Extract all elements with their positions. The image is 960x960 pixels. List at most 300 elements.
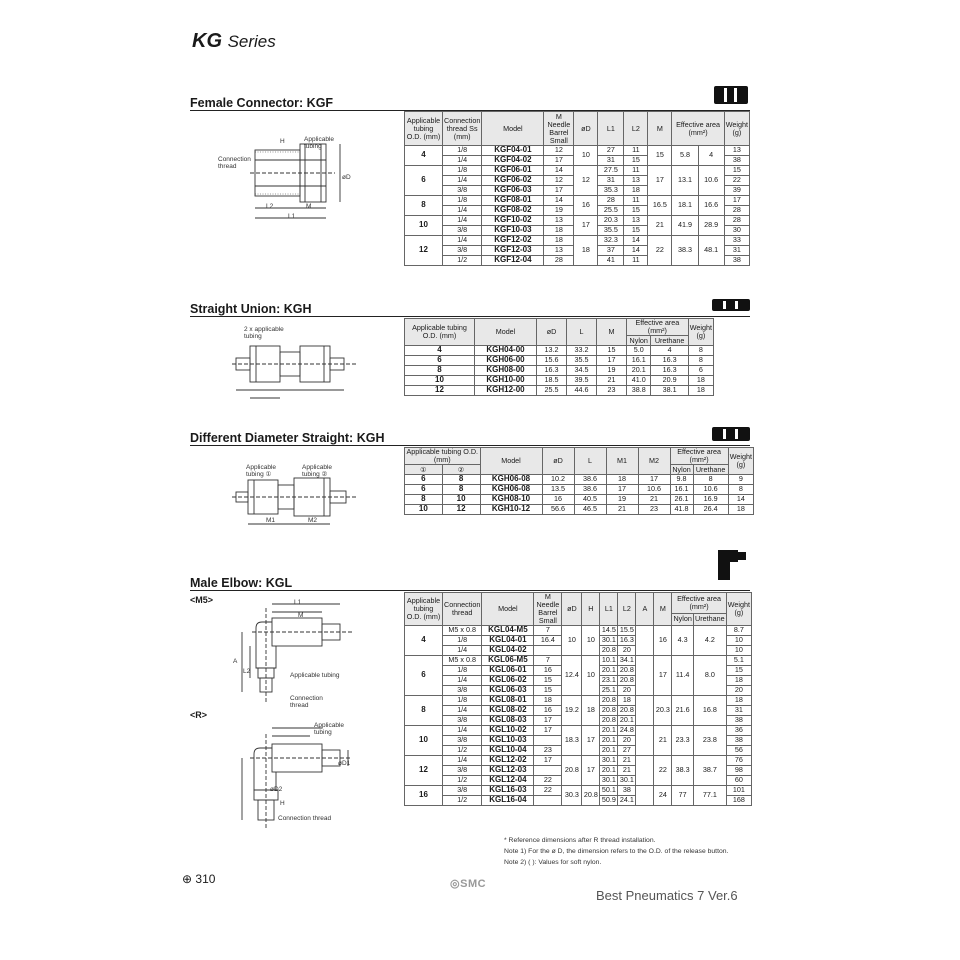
table-row bbox=[405, 386, 714, 396]
table-cell: 21.6 bbox=[672, 696, 694, 726]
model-cell: KGL04-02 bbox=[482, 646, 534, 656]
table-cell bbox=[636, 626, 654, 656]
table-cell: 11 bbox=[624, 196, 648, 206]
table-cell: 8 bbox=[405, 366, 475, 376]
model-cell: KGF06-02 bbox=[482, 176, 544, 186]
table-cell: 15 bbox=[534, 686, 562, 696]
model-cell: KGL06-03 bbox=[482, 686, 534, 696]
tubing-od-cell: 16 bbox=[405, 786, 443, 806]
model-cell: KGL10-04 bbox=[482, 746, 534, 756]
table-cell: 60 bbox=[726, 776, 751, 786]
kgl-m5-drawing bbox=[228, 598, 358, 708]
table-cell: 20.8 bbox=[619, 705, 634, 715]
model-cell: KGF12-03 bbox=[482, 246, 544, 256]
table-cell: 23.1 bbox=[601, 675, 616, 685]
table-row bbox=[405, 146, 750, 156]
col-header: Model bbox=[480, 448, 542, 475]
table-cell: 10 bbox=[405, 376, 475, 386]
col-header: L1 bbox=[598, 112, 624, 146]
model-cell: KGL08-02 bbox=[482, 706, 534, 716]
table-cell: 9 bbox=[728, 475, 753, 485]
table-cell: 50.9 bbox=[601, 795, 616, 805]
kgh-diff-label-t1: Applicable tubing ① bbox=[246, 464, 276, 478]
table-cell: 18 bbox=[544, 236, 574, 246]
col-header: M bbox=[648, 112, 672, 146]
table-cell: 16.1 bbox=[670, 485, 693, 495]
table-cell: 38.8 bbox=[627, 386, 651, 396]
table-cell: 14 bbox=[624, 236, 648, 246]
product-thumbnail bbox=[712, 299, 750, 311]
col-header: M Needle Barrel Small bbox=[544, 112, 574, 146]
model-cell: KGF08-02 bbox=[482, 206, 544, 216]
table-cell: 13 bbox=[624, 176, 648, 186]
table-cell bbox=[534, 766, 562, 776]
table-cell: 44.6 bbox=[567, 386, 597, 396]
table-row bbox=[405, 236, 750, 246]
thread-cell: 3/8 bbox=[443, 226, 482, 236]
table-row bbox=[405, 356, 714, 366]
table-cell: 10.6 bbox=[638, 485, 670, 495]
kgh-diff-label-m2: M2 bbox=[308, 517, 318, 524]
table-cell: 15.6 bbox=[537, 356, 567, 366]
col-header: øD bbox=[562, 593, 582, 626]
col-header: øD bbox=[542, 448, 574, 475]
table-cell: 10 bbox=[405, 505, 443, 515]
table-cell: 23.8 bbox=[693, 726, 726, 756]
kgh-drawing bbox=[232, 332, 362, 402]
table-cell: 77 bbox=[672, 786, 694, 806]
thread-cell: 1/2 bbox=[443, 256, 482, 266]
table-cell: 17 bbox=[724, 196, 749, 206]
kgh-diff-table-head bbox=[405, 448, 754, 475]
model-cell: KGF12-04 bbox=[482, 256, 544, 266]
col-header: Effective area (mm²) bbox=[672, 593, 726, 614]
model-cell: KGL10-03 bbox=[482, 736, 534, 746]
thread-cell: 1/2 bbox=[443, 796, 482, 806]
table-cell: 22 bbox=[534, 776, 562, 786]
section-title: Different Diameter Straight: KGH bbox=[190, 431, 385, 445]
table-cell: 9.8 bbox=[670, 475, 693, 485]
kgl-r-label-tube: Applicable tubing bbox=[314, 722, 344, 736]
table-cell: 48.1 bbox=[698, 236, 724, 266]
table-cell: 28 bbox=[598, 196, 624, 206]
table-cell: 18 bbox=[688, 386, 713, 396]
model-cell: KGF06-03 bbox=[482, 186, 544, 196]
table-cell: 10.6 bbox=[698, 166, 724, 196]
table-cell: KGH06-00 bbox=[475, 356, 537, 366]
table-cell: 16 bbox=[534, 706, 562, 716]
table-cell: 20 bbox=[618, 686, 636, 696]
thread-cell: 3/8 bbox=[443, 766, 482, 776]
table-cell: 16.9 bbox=[693, 495, 728, 505]
table-cell: 30 bbox=[724, 226, 749, 236]
col-header: L2 bbox=[624, 112, 648, 146]
table-cell: 38 bbox=[724, 256, 749, 266]
footer-text: Best Pneumatics 7 Ver.6 bbox=[596, 888, 738, 903]
table-cell: 14 bbox=[544, 196, 574, 206]
thread-cell: 1/8 bbox=[443, 696, 482, 706]
kgf-table-head bbox=[405, 112, 750, 146]
table-cell: 17 bbox=[638, 475, 670, 485]
table-cell: 10 bbox=[726, 646, 751, 656]
table-cell: 20.8 bbox=[601, 705, 616, 715]
kgf-label-tube: Applicable tubing bbox=[304, 136, 334, 150]
table-cell bbox=[534, 646, 562, 656]
table-cell: 17 bbox=[648, 166, 672, 196]
thread-cell: 1/4 bbox=[443, 176, 482, 186]
model-cell: KGL04-M5 bbox=[482, 626, 534, 636]
table-cell: 13.1 bbox=[672, 166, 698, 196]
thread-cell: 3/8 bbox=[443, 686, 482, 696]
table-cell: 6 bbox=[688, 366, 713, 376]
table-cell: 38.7 bbox=[693, 756, 726, 786]
table-cell: 16 bbox=[574, 196, 598, 216]
col-header: Effective area (mm²) bbox=[672, 112, 724, 146]
kgh-table bbox=[404, 318, 714, 396]
table-cell: 18 bbox=[688, 376, 713, 386]
col-header: L bbox=[567, 319, 597, 346]
table-cell: 27.5 bbox=[598, 166, 624, 176]
table-row bbox=[405, 505, 754, 515]
kgl-r-label: <R> bbox=[190, 710, 208, 720]
table-cell: 20 bbox=[618, 736, 636, 746]
table-cell: 8 bbox=[688, 346, 713, 356]
table-cell: 19 bbox=[606, 495, 638, 505]
table-cell: 31 bbox=[726, 706, 751, 716]
thread-cell: 1/8 bbox=[443, 146, 482, 156]
table-cell: 10 bbox=[726, 636, 751, 646]
table-cell: 23 bbox=[597, 386, 627, 396]
thread-cell: 3/8 bbox=[443, 186, 482, 196]
model-cell: KGF04-01 bbox=[482, 146, 544, 156]
table-cell: 28 bbox=[724, 206, 749, 216]
col-header: L bbox=[574, 448, 606, 475]
table-cell: 30.1 bbox=[601, 635, 616, 645]
col-header: Weight (g) bbox=[726, 593, 751, 626]
table-cell: 15.5 bbox=[619, 625, 634, 635]
tubing-od-cell: 10 bbox=[405, 726, 443, 756]
table-cell: 20.9 bbox=[651, 376, 688, 386]
table-row bbox=[405, 626, 752, 636]
table-cell: 38.6 bbox=[574, 485, 606, 495]
col-header: Effective area (mm²) bbox=[670, 448, 728, 465]
table-cell: 21 bbox=[648, 216, 672, 236]
model-cell: KGL16-03 bbox=[482, 786, 534, 796]
table-cell: 20.8 bbox=[601, 715, 616, 725]
table-cell: 21 bbox=[618, 756, 636, 766]
table-cell: 38 bbox=[724, 156, 749, 166]
table-cell: 18 bbox=[534, 696, 562, 706]
table-cell: 14.5 bbox=[601, 625, 616, 635]
col-header: Model bbox=[482, 593, 534, 626]
kgh-diff-table-body bbox=[405, 475, 754, 515]
table-cell: KGH06-08 bbox=[480, 485, 542, 495]
table-cell: 5.0 bbox=[627, 346, 651, 356]
kgl-label-tube: Applicable tubing bbox=[290, 672, 340, 679]
table-cell: 17 bbox=[544, 186, 574, 196]
thread-cell: 1/8 bbox=[443, 196, 482, 206]
table-cell: 10 bbox=[582, 656, 600, 696]
kgf-label-h: H bbox=[280, 138, 285, 145]
thread-cell: M5 x 0.8 bbox=[443, 626, 482, 636]
col-header: Model bbox=[475, 319, 537, 346]
table-cell: 20 bbox=[726, 686, 751, 696]
col-subheader: ② bbox=[442, 465, 480, 475]
table-cell: 16 bbox=[542, 495, 574, 505]
table-cell: 21 bbox=[606, 505, 638, 515]
thread-cell: 3/8 bbox=[443, 736, 482, 746]
section-rule bbox=[190, 590, 750, 591]
table-cell: 10.2 bbox=[542, 475, 574, 485]
col-subheader: Urethane bbox=[693, 465, 728, 475]
table-cell bbox=[636, 726, 654, 756]
col-header: Model bbox=[482, 112, 544, 146]
table-cell: 20.8 bbox=[619, 665, 634, 675]
table-cell bbox=[534, 736, 562, 746]
table-cell: 16.3 bbox=[651, 366, 688, 376]
table-row bbox=[405, 786, 752, 796]
table-row bbox=[405, 366, 714, 376]
table-cell: 30.3 bbox=[562, 786, 582, 806]
table-cell bbox=[636, 786, 654, 806]
thread-cell: 3/8 bbox=[443, 716, 482, 726]
table-cell: 40.5 bbox=[574, 495, 606, 505]
table-cell: 24 bbox=[654, 786, 672, 806]
kgh-label-tube: 2 x applicable tubing bbox=[244, 326, 284, 340]
table-cell: 11.4 bbox=[672, 656, 694, 696]
table-cell: 26.1 bbox=[670, 495, 693, 505]
table-cell: 7 bbox=[534, 656, 562, 666]
table-cell: 20.8 bbox=[562, 756, 582, 786]
table-cell: 20.1 bbox=[601, 665, 616, 675]
thread-cell: 1/8 bbox=[443, 636, 482, 646]
table-cell: 20 bbox=[618, 646, 636, 656]
table-cell: 8.0 bbox=[693, 656, 726, 696]
tubing-od-cell: 10 bbox=[405, 216, 443, 236]
table-cell: 6 bbox=[405, 485, 443, 495]
model-cell: KGL06-02 bbox=[482, 676, 534, 686]
kgl-label-l1: L1 bbox=[294, 599, 302, 606]
table-cell: 21 bbox=[597, 376, 627, 386]
brand-logo: ◎SMC bbox=[450, 878, 487, 890]
col-header: M1 bbox=[606, 448, 638, 475]
thread-cell: M5 x 0.8 bbox=[443, 656, 482, 666]
table-cell: 11 bbox=[624, 166, 648, 176]
table-cell: 22 bbox=[648, 236, 672, 266]
table-cell: 24.1 bbox=[619, 795, 634, 805]
section-rule bbox=[190, 445, 750, 446]
thread-cell: 1/4 bbox=[443, 676, 482, 686]
table-cell: 25.5 bbox=[537, 386, 567, 396]
table-cell: 18 bbox=[544, 226, 574, 236]
section-title: Straight Union: KGH bbox=[190, 302, 312, 316]
table-cell: 41 bbox=[598, 256, 624, 266]
table-cell: 10 bbox=[562, 626, 582, 656]
table-cell: 13.2 bbox=[537, 346, 567, 356]
tubing-od-cell: 6 bbox=[405, 656, 443, 696]
table-cell: 30.1 bbox=[601, 775, 616, 785]
thread-cell: 3/8 bbox=[443, 246, 482, 256]
thread-cell: 1/4 bbox=[443, 756, 482, 766]
col-subheader: Urethane bbox=[693, 613, 726, 625]
table-cell: 77.1 bbox=[693, 786, 726, 806]
table-cell bbox=[636, 756, 654, 786]
table-cell: 17 bbox=[574, 216, 598, 236]
table-cell: 15 bbox=[726, 666, 751, 676]
table-cell: 11 bbox=[624, 146, 648, 156]
section-title: Female Connector: KGF bbox=[190, 96, 334, 110]
col-subheader: Nylon bbox=[672, 613, 694, 625]
kgl-label-a: A bbox=[233, 658, 238, 665]
kgl-label-m: M bbox=[298, 612, 304, 619]
table-cell: 5.1 bbox=[726, 656, 751, 666]
section-rule bbox=[190, 316, 750, 317]
table-cell: 8 bbox=[693, 475, 728, 485]
kgl-table bbox=[404, 592, 752, 806]
table-cell: 15 bbox=[624, 206, 648, 216]
table-cell: 19 bbox=[597, 366, 627, 376]
table-cell: 18 bbox=[726, 696, 751, 706]
table-cell: 7 bbox=[534, 626, 562, 636]
table-cell: 20.3 bbox=[654, 696, 672, 726]
table-cell: 26.4 bbox=[693, 505, 728, 515]
table-cell: 15 bbox=[534, 676, 562, 686]
table-cell: KGH08-10 bbox=[480, 495, 542, 505]
table-cell: 33 bbox=[724, 236, 749, 246]
table-cell: 21 bbox=[638, 495, 670, 505]
table-cell: 28.9 bbox=[698, 216, 724, 236]
table-cell: 20.8 bbox=[582, 786, 600, 806]
table-cell: 20.1 bbox=[601, 745, 616, 755]
model-cell: KGF10-03 bbox=[482, 226, 544, 236]
table-cell: 18.5 bbox=[537, 376, 567, 386]
table-cell: 20.8 bbox=[619, 675, 634, 685]
table-cell: 16.3 bbox=[537, 366, 567, 376]
thread-cell: 1/4 bbox=[443, 706, 482, 716]
col-header: Applicable tubing O.D. (mm) bbox=[405, 319, 475, 346]
thread-cell: 1/4 bbox=[443, 216, 482, 226]
col-header: A bbox=[636, 593, 654, 626]
table-cell: 19 bbox=[544, 206, 574, 216]
kgh-table-head bbox=[405, 319, 714, 346]
series-title: KG Series bbox=[192, 30, 276, 52]
table-cell: 41.0 bbox=[627, 376, 651, 386]
kgl-table-body bbox=[405, 626, 752, 806]
table-cell: 50.1 bbox=[601, 785, 616, 795]
model-cell: KGF12-02 bbox=[482, 236, 544, 246]
table-cell: 18 bbox=[582, 696, 600, 726]
table-cell: 38 bbox=[618, 786, 636, 796]
table-cell: 22 bbox=[654, 756, 672, 786]
footnote: Note 1) For the ø D, the dimension refers to the O.D. of the release button. bbox=[504, 848, 729, 855]
model-cell: KGF06-01 bbox=[482, 166, 544, 176]
table-cell: 20.1 bbox=[601, 735, 616, 745]
table-cell: 13.5 bbox=[542, 485, 574, 495]
table-cell: 27 bbox=[618, 746, 636, 756]
table-cell: 14 bbox=[624, 246, 648, 256]
table-cell: 36 bbox=[726, 726, 751, 736]
kgf-label-conn: Connection thread bbox=[218, 156, 251, 170]
table-cell: 16.3 bbox=[619, 635, 634, 645]
table-cell: 17 bbox=[582, 726, 600, 756]
table-cell: 17 bbox=[597, 356, 627, 366]
col-header: H bbox=[582, 593, 600, 626]
table-cell: 31 bbox=[598, 156, 624, 166]
thread-cell: 1/8 bbox=[443, 166, 482, 176]
table-cell: 25.5 bbox=[598, 206, 624, 216]
table-cell: 8.7 bbox=[726, 626, 751, 636]
table-cell: 8 bbox=[688, 356, 713, 366]
thread-cell: 1/4 bbox=[443, 646, 482, 656]
model-cell: KGL12-03 bbox=[482, 766, 534, 776]
table-cell: 19.2 bbox=[562, 696, 582, 726]
table-cell: 20.1 bbox=[601, 725, 616, 735]
kgl-table-head bbox=[405, 593, 752, 626]
table-cell: 168 bbox=[726, 796, 751, 806]
table-cell: 18 bbox=[618, 696, 636, 706]
table-cell: 12 bbox=[544, 146, 574, 156]
table-cell bbox=[534, 796, 562, 806]
table-cell: 11 bbox=[624, 256, 648, 266]
table-cell: 38.1 bbox=[651, 386, 688, 396]
model-cell: KGL08-03 bbox=[482, 716, 534, 726]
footnote: Note 2) ( ): Values for soft nylon. bbox=[504, 859, 602, 866]
table-cell: 8 bbox=[728, 485, 753, 495]
table-row bbox=[405, 756, 752, 766]
table-cell: 21 bbox=[618, 766, 636, 776]
table-cell: 41.9 bbox=[672, 216, 698, 236]
table-cell: 15 bbox=[624, 156, 648, 166]
table-cell: KGH10-12 bbox=[480, 505, 542, 515]
kgl-r-label-h: H bbox=[280, 800, 285, 807]
table-cell: 38 bbox=[726, 716, 751, 726]
table-cell: 17 bbox=[534, 756, 562, 766]
col-header: L1 bbox=[600, 593, 618, 626]
table-cell: 38.3 bbox=[672, 756, 694, 786]
col-header: Weight (g) bbox=[724, 112, 749, 146]
table-cell: 39 bbox=[724, 186, 749, 196]
table-row bbox=[405, 196, 750, 206]
table-cell: 10 bbox=[442, 495, 480, 505]
table-cell: 31 bbox=[724, 246, 749, 256]
kgh-diff-label-m1: M1 bbox=[266, 517, 276, 524]
table-cell: 18 bbox=[728, 505, 753, 515]
table-cell: 41.8 bbox=[670, 505, 693, 515]
table-cell: 18.3 bbox=[562, 726, 582, 756]
table-cell: 15 bbox=[648, 146, 672, 166]
table-cell: 35.3 bbox=[598, 186, 624, 196]
col-header: M2 bbox=[638, 448, 670, 475]
col-header: M bbox=[597, 319, 627, 346]
thread-cell: 1/2 bbox=[443, 776, 482, 786]
table-cell: 20.1 bbox=[601, 765, 616, 775]
model-cell: KGF04-02 bbox=[482, 156, 544, 166]
product-thumbnail bbox=[714, 546, 748, 582]
table-row bbox=[405, 216, 750, 226]
model-cell: KGL04-01 bbox=[482, 636, 534, 646]
table-cell: 27 bbox=[598, 146, 624, 156]
table-cell: 10.1 bbox=[601, 655, 616, 665]
kgl-label-conn: Connection thread bbox=[290, 695, 323, 709]
table-cell: 21 bbox=[654, 726, 672, 756]
table-cell: 17 bbox=[534, 726, 562, 736]
kgh-diff-label-t2: Applicable tubing ② bbox=[302, 464, 332, 478]
table-cell: 10 bbox=[582, 626, 600, 656]
table-cell: 18 bbox=[726, 676, 751, 686]
kgh-table-body bbox=[405, 346, 714, 396]
table-cell: 16.4 bbox=[534, 636, 562, 646]
table-cell: 98 bbox=[726, 766, 751, 776]
